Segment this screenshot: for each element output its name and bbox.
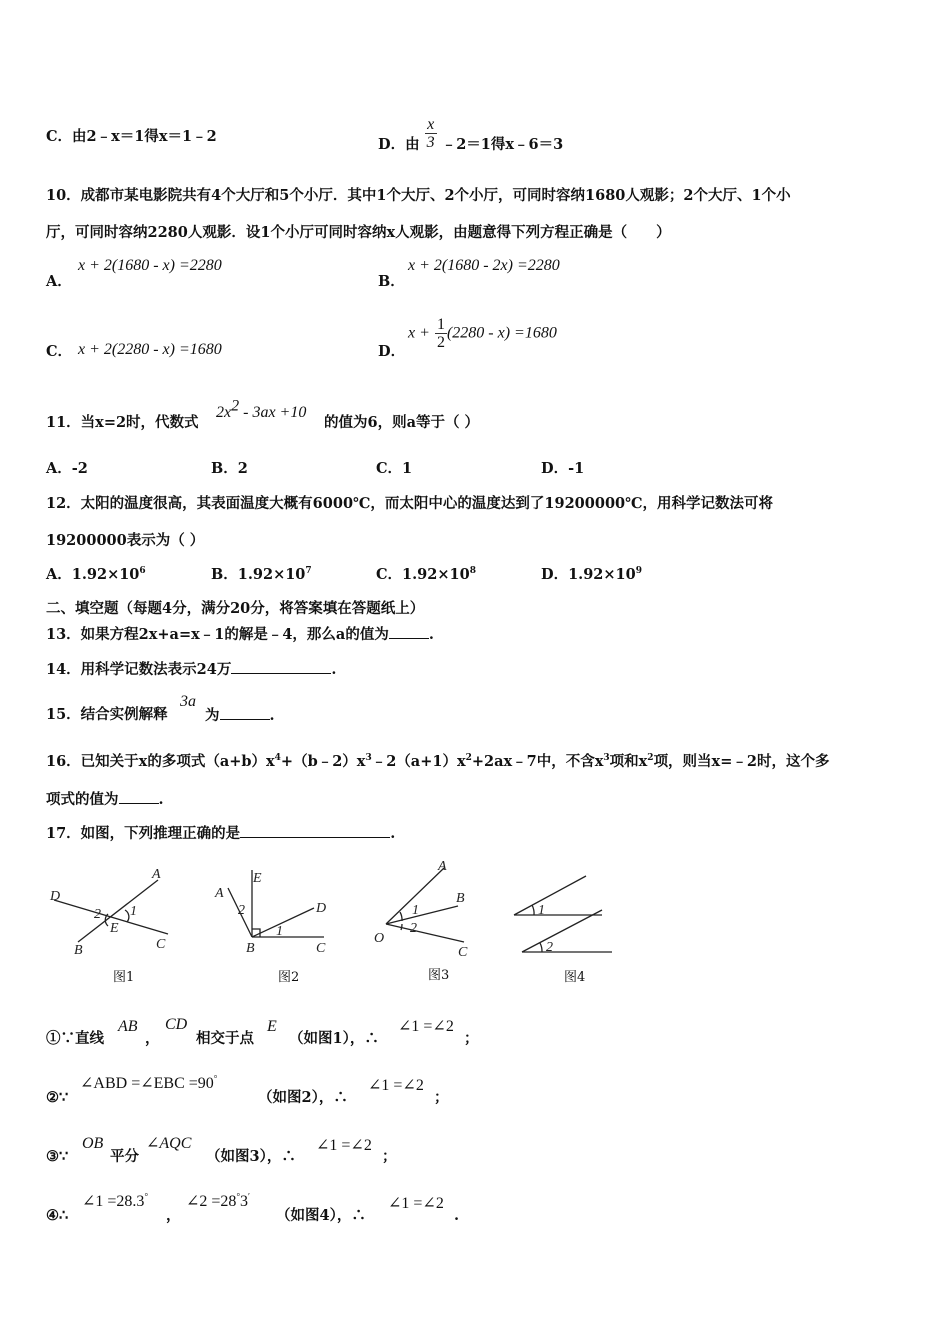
stmt1-angles: ∠1 =∠2 (398, 1018, 454, 1035)
q16-line1 (46, 752, 829, 772)
fig3-caption: 图3 (428, 968, 450, 983)
q12-a-base: A．1.92×10 (46, 566, 140, 583)
q12-line1: 12．太阳的温度很高，其表面温度大概有6000℃，而太阳中心的温度达到了19200000℃，用科学记数法可将 (46, 495, 773, 512)
q12-c-base: C．1.92×10 (376, 566, 470, 583)
fig2-line-bd (252, 908, 314, 937)
fig3-ray-ob (386, 906, 458, 924)
stmt1-mid3: （如图1），∴ (289, 1030, 379, 1047)
stmt2-expr-text: ∠ABD =∠EBC =90 (80, 1075, 214, 1092)
stmt4-pre: ④∴ (46, 1207, 69, 1224)
figure-1 (49, 867, 168, 958)
q10-d-fraction (435, 316, 447, 351)
q9-d-label: D．由 (378, 135, 420, 153)
q16-sup5: 2 (647, 753, 654, 764)
q9-option-d (378, 104, 564, 153)
q10-d-expr (408, 316, 557, 351)
stmt1-pre: ①∵直线 (46, 1030, 104, 1047)
stmt2-deg: ° (213, 1073, 218, 1084)
stmt2-angles: ∠1 =∠2 (368, 1077, 424, 1094)
q17 (46, 823, 395, 844)
q17-text: 17．如图，下列推理正确的是 (46, 825, 241, 842)
q11-expr-a: 2x (216, 404, 232, 421)
q12-d-exp: 9 (635, 566, 642, 577)
fig2-label-2: 2 (238, 903, 245, 918)
q16-part-e: 项和x (609, 753, 648, 770)
fig1-caption: 图1 (113, 970, 135, 985)
stmt1-end: ； (464, 1030, 479, 1047)
figure-3 (374, 859, 468, 960)
q15-post (205, 705, 275, 726)
q13 (46, 624, 434, 645)
stmt3-pre: ③∵ (46, 1148, 69, 1165)
q14-text: 14．用科学记数法表示24万 (46, 661, 232, 678)
stmt3-aqc: ∠AQC (146, 1135, 192, 1152)
fig3-label-1: 1 (412, 903, 419, 918)
fig4-caption: 图4 (564, 970, 586, 985)
q10-line2: 厅，可同时容纳2280人观影．设1个小厅可同时容纳x人观影，由题意得下列方程正确是（ ） (46, 224, 671, 241)
q11-post: 的值为6，则a等于（ ） (324, 414, 480, 431)
fig2-label-1: 1 (276, 924, 283, 939)
stmt4-angle2-text: ∠2 =28 (186, 1193, 237, 1210)
q9-option-c (46, 127, 217, 147)
stmt3-end: ； (382, 1148, 397, 1165)
stmt4-angle1-text: ∠1 =28.3 (82, 1193, 145, 1210)
q16-line2-text: 项式的值为 (46, 791, 119, 808)
figure-2 (214, 870, 326, 956)
q13-text: 13．如果方程2x+a=x﹣1的解是﹣4，那么a的值为 (46, 626, 389, 643)
q12-option-b (211, 565, 312, 585)
q12-option-c (376, 565, 476, 585)
q11-expr (216, 397, 307, 423)
fig4-slant-bottom (522, 910, 602, 952)
stmt3-ob: OB (82, 1135, 104, 1152)
stmt1-ab: AB (118, 1018, 138, 1035)
q14-end: . (331, 661, 337, 678)
q14 (46, 659, 336, 680)
stmt3-mid2: （如图3），∴ (206, 1148, 296, 1165)
q11-pre: 11．当x=2时，代数式 (46, 414, 199, 431)
fig4-label-2: 2 (546, 940, 553, 955)
q9-c-expr: 2﹣x＝1得x＝1﹣2 (86, 128, 217, 145)
q12-line2: 19200000表示为（ ） (46, 532, 205, 549)
q10-c-expr: x + 2(2280 - x) =1680 (78, 341, 222, 358)
stmt4-mid2: （如图4），∴ (276, 1207, 366, 1224)
q12-option-a (46, 565, 146, 585)
q16-line2 (46, 789, 164, 810)
q16-sup2: 3 (365, 753, 372, 764)
fig4-label-1: 1 (538, 903, 545, 918)
q10-d-post: (2280 - x) =1680 (446, 324, 557, 342)
fig2-caption: 图2 (278, 970, 300, 985)
fig1-label-2: 2 (94, 907, 101, 922)
q16-end: . (158, 791, 164, 808)
q12-c-exp: 8 (469, 566, 476, 577)
q15-expr: 3a (180, 693, 196, 710)
fig1-arc-1 (125, 910, 129, 922)
fig1-label-e: E (110, 921, 119, 936)
stmt1-comma: ， (145, 1030, 160, 1047)
q16-part-b: +（b﹣2）x (280, 753, 366, 770)
stmt1-e: E (267, 1018, 277, 1035)
stmt2-pre: ②∵ (46, 1089, 69, 1106)
q9-d-fraction (425, 116, 437, 151)
q16-blank[interactable] (119, 789, 159, 804)
fig3-label-o: O (374, 931, 385, 946)
fig3-label-a: A (438, 859, 447, 874)
fig2-label-d: D (316, 901, 327, 916)
q10-c-label: C． (46, 343, 73, 360)
stmt4-mid1: ， (166, 1207, 181, 1224)
q11-option-d: D．-1 (541, 460, 585, 477)
q13-blank[interactable] (389, 624, 429, 639)
q9-d-num: x (425, 116, 437, 134)
q11-expr-sup: 2 (231, 397, 240, 415)
q9-d-expr: ﹣2＝1得x﹣6＝3 (441, 135, 564, 153)
fig4-arc-1 (532, 905, 534, 915)
stmt2-expr (80, 1074, 217, 1094)
q10-d-label: D． (378, 343, 406, 360)
q9-c-label: C．由 (46, 128, 87, 145)
fig3-label-c: C (458, 945, 468, 960)
q10-a-expr: x + 2(1680 - x) =2280 (78, 257, 222, 274)
q12-option-d (541, 565, 642, 585)
stmt4-end: . (454, 1207, 460, 1224)
fig1-label-c: C (156, 937, 166, 952)
stmt1-mid: 相交于点 (196, 1030, 254, 1047)
fig3-label-2: 2 (410, 921, 417, 936)
stmt4-deg2: ° (236, 1191, 241, 1202)
q10-b-label: B． (378, 273, 405, 290)
stmt4-deg1: ° (144, 1191, 149, 1202)
stmt2-mid: （如图2），∴ (258, 1089, 348, 1106)
q10-a-label: A． (46, 273, 72, 290)
q16-part-d: +2ax﹣7中，不含x (471, 753, 604, 770)
q10-b-expr: x + 2(1680 - 2x) =2280 (408, 257, 560, 274)
q11-option-b: B．2 (211, 460, 248, 477)
fig4-arc-2 (540, 943, 542, 952)
fig2-label-a: A (215, 886, 224, 901)
fig3-arc-2 (401, 924, 402, 930)
q12-a-exp: 6 (139, 566, 146, 577)
fig2-label-b: B (246, 941, 255, 956)
stmt4-angle1 (82, 1192, 148, 1212)
q16-sup1: 4 (274, 753, 281, 764)
q16-part-a: 16．已知关于x的多项式（a+b）x (46, 753, 275, 770)
stmt4-min-mark: ′ (248, 1191, 251, 1202)
q9-d-den: 3 (426, 134, 435, 151)
stmt1-cd: CD (165, 1016, 188, 1033)
stmt4-angle2 (186, 1192, 250, 1212)
stmt3-mid1: 平分 (110, 1148, 139, 1165)
q12-b-exp: 7 (305, 566, 312, 577)
fig1-label-b: B (74, 943, 83, 958)
fig3-label-b: B (456, 891, 465, 906)
q16-part-f: 项，则当x=﹣2时，这个多 (653, 753, 830, 770)
stmt4-angle2-min: 3 (240, 1193, 249, 1210)
q15-blank[interactable] (220, 705, 270, 720)
q14-blank[interactable] (231, 659, 331, 674)
q12-b-base: B．1.92×10 (211, 566, 306, 583)
q17-blank[interactable] (240, 823, 390, 838)
q12-d-base: D．1.92×10 (541, 566, 636, 583)
q11-expr-b: - 3ax +10 (239, 404, 307, 421)
fig1-label-a: A (152, 867, 161, 882)
q16-sup3: 2 (465, 753, 472, 764)
q11-option-a: A．-2 (46, 460, 88, 477)
q10-d-num: 1 (436, 316, 445, 333)
fig2-label-c: C (316, 941, 326, 956)
fig1-label-d: D (50, 889, 61, 904)
q10-d-pre: x + (408, 324, 430, 342)
section2-heading: 二、填空题（每题4分，满分20分，将答案填在答题纸上） (46, 600, 425, 617)
fig3-ray-oc (386, 924, 464, 942)
stmt2-end: ； (434, 1089, 449, 1106)
q15-post-text: 为 (205, 707, 220, 724)
fig1-label-1: 1 (130, 904, 137, 919)
q10-line1: 10．成都市某电影院共有4个大厅和5个小厅．其中1个大厅、2个小厅，可同时容纳1680人观影；2个大厅、1个小 (46, 187, 791, 204)
fig4-slant-top (514, 876, 586, 915)
stmt3-angles: ∠1 =∠2 (316, 1137, 372, 1154)
q10-d-den: 2 (436, 334, 445, 351)
q16-sup4: 3 (603, 753, 610, 764)
q11-option-c: C．1 (376, 460, 413, 477)
figure-4 (514, 876, 612, 955)
stmt4-angles: ∠1 =∠2 (388, 1195, 444, 1212)
fig2-label-e: E (253, 871, 262, 886)
q15-pre: 15．结合实例解释 (46, 706, 168, 723)
q16-part-c: ﹣2（a+1）x (371, 753, 466, 770)
q13-end: . (428, 626, 434, 643)
q17-end: . (390, 825, 396, 842)
q15-end: . (269, 707, 275, 724)
